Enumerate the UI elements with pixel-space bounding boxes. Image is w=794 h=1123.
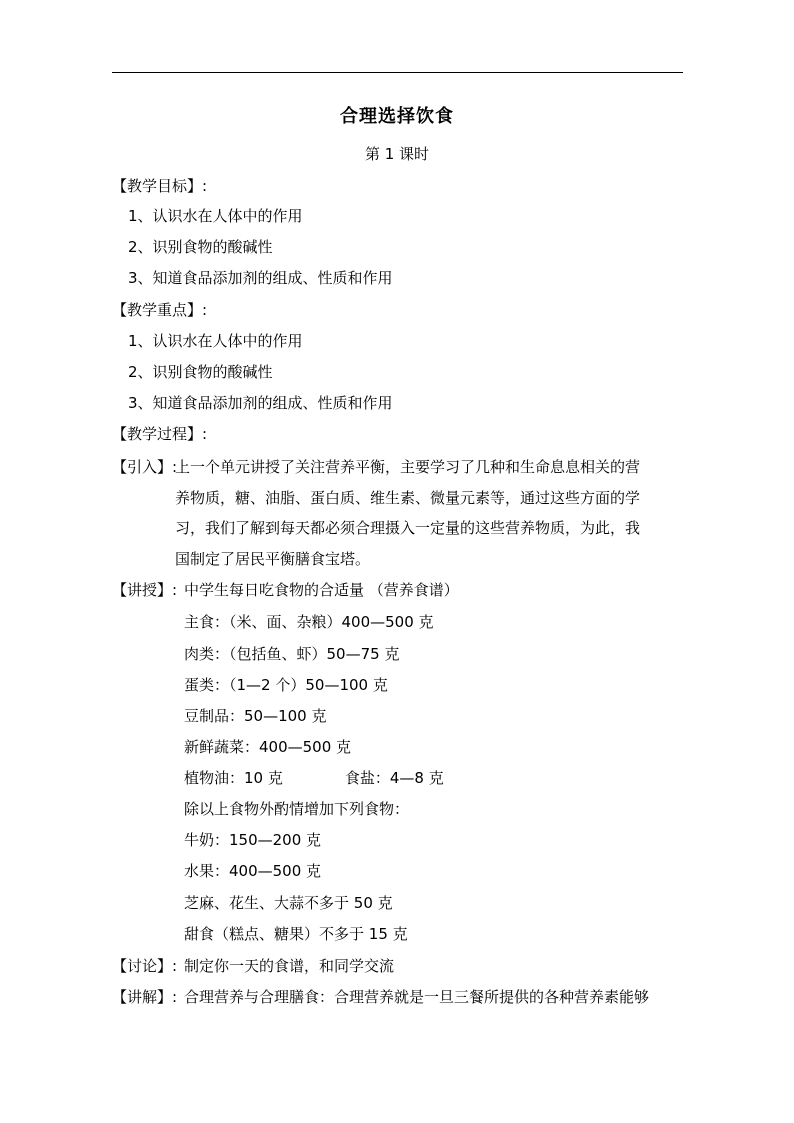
- food-item: 豆制品：50—100 克: [184, 707, 327, 725]
- lecture-label: 【讲授】:: [112, 581, 178, 599]
- food-extra: 除以上食物外酌情增加下列食物：: [184, 800, 410, 818]
- keypoints-heading: 【教学重点】:: [112, 301, 208, 319]
- header-rule: [112, 72, 683, 73]
- goals-item: 1、认识水在人体中的作用: [128, 207, 303, 225]
- food-item-row: [184, 768, 444, 788]
- discussion-label: 【讨论】:: [112, 957, 178, 975]
- food-item: 主食：（米、面、杂粮）400—500 克: [184, 613, 434, 631]
- intro-line: 养物质，糖、油脂、蛋白质、维生素、微量元素等，通过这些方面的学: [175, 489, 641, 507]
- intro-label: 【引入】:: [112, 458, 178, 476]
- page-title: 合理选择饮食: [340, 106, 454, 127]
- explain-label: 【讲解】:: [112, 988, 178, 1006]
- intro-line: 上一个单元讲授了关注营养平衡，主要学习了几种和生命息息相关的营: [175, 458, 641, 476]
- keypoints-item: 3、知道食品添加剂的组成、性质和作用: [128, 394, 393, 412]
- page-subtitle: 第 1 课时: [364, 145, 430, 163]
- food-oil: 植物油：10 克: [184, 769, 283, 787]
- explain-text: 合理营养与合理膳食：合理营养就是一旦三餐所提供的各种营养素能够: [184, 988, 650, 1006]
- lecture-text: 中学生每日吃食物的合适量 （营养食谱）: [184, 581, 459, 599]
- discussion-text: 制定你一天的食谱，和同学交流: [184, 957, 395, 975]
- food-item: 新鲜蔬菜：400—500 克: [184, 738, 352, 756]
- intro-line: 国制定了居民平衡膳食宝塔。: [175, 550, 371, 568]
- keypoints-item: 2、识别食物的酸碱性: [128, 363, 273, 381]
- goals-item: 3、知道食品添加剂的组成、性质和作用: [128, 269, 393, 287]
- food-salt: 食盐：4—8 克: [344, 769, 444, 787]
- goals-item: 2、识别食物的酸碱性: [128, 238, 273, 256]
- food-extra: 牛奶：150—200 克: [184, 831, 322, 849]
- food-item: 肉类：（包括鱼、虾）50—75 克: [184, 645, 400, 663]
- food-extra: 芝麻、花生、大蒜不多于 50 克: [184, 894, 393, 912]
- food-extra: 水果：400—500 克: [184, 862, 322, 880]
- food-item: 蛋类：（1—2 个）50—100 克: [184, 676, 388, 694]
- keypoints-item: 1、认识水在人体中的作用: [128, 332, 303, 350]
- intro-line: 习，我们了解到每天都必须合理摄入一定量的这些营养物质，为此，我: [175, 519, 641, 537]
- goals-heading: 【教学目标】:: [112, 177, 208, 195]
- process-heading: 【教学过程】:: [112, 425, 208, 443]
- food-extra: 甜食（糕点、糖果）不多于 15 克: [184, 925, 408, 943]
